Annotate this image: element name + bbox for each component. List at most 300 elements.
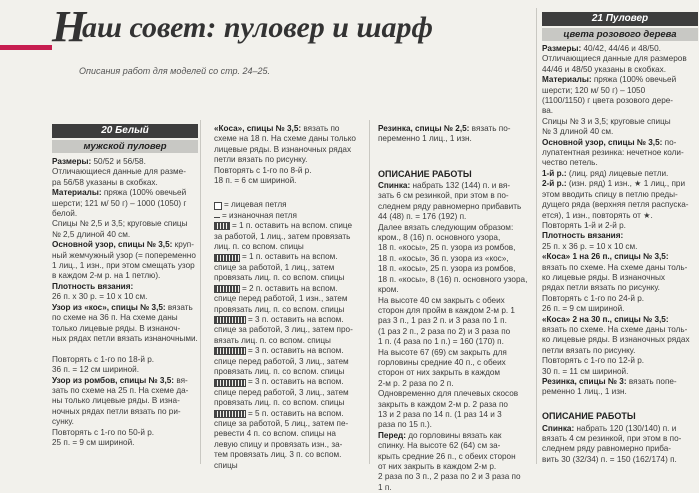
text-line bbox=[542, 179, 698, 189]
legend-text: левую спицу и провязать изн., за- bbox=[214, 439, 343, 449]
line-text: по схеме на 36 п. На схеме даны bbox=[52, 313, 178, 323]
line-text: 18 п. = 6 см шириной. bbox=[214, 176, 297, 186]
column-20-white-pullover bbox=[52, 124, 198, 448]
text-line bbox=[378, 327, 534, 337]
text-line bbox=[542, 65, 698, 75]
text-line bbox=[52, 188, 198, 198]
line-text: вязать 4 см резинкой, при этом в по- bbox=[542, 434, 682, 444]
section-number-header: 20 Белый bbox=[52, 124, 198, 138]
line-text: петли вязать по рисунку. bbox=[214, 155, 308, 165]
line-text: ра 56/58 указаны в скобках. bbox=[52, 177, 158, 187]
text-line bbox=[542, 424, 698, 434]
section-text bbox=[378, 124, 534, 493]
legend-text: спице за работой, 1 лиц., затем bbox=[214, 262, 335, 272]
text-line bbox=[542, 138, 698, 148]
legend-text: провязать лиц. п. со вспом. спицы bbox=[214, 366, 345, 376]
line-text: вить 30 (32/34) п. = 150 (162/174) п. bbox=[542, 454, 677, 464]
text-line bbox=[542, 44, 698, 54]
legend-text: = 1 п. оставить на вспом. спице bbox=[232, 221, 353, 231]
legend-item bbox=[214, 336, 366, 346]
bold-label: 2-й р.: bbox=[542, 179, 567, 189]
text-line bbox=[542, 398, 698, 408]
text-line bbox=[378, 348, 534, 358]
line-text: набрать 120 (130/140) п. и bbox=[574, 423, 677, 433]
stitch-symbol-icon bbox=[214, 285, 240, 293]
text-line bbox=[52, 407, 198, 417]
line-text: Повторять с 1-го по 12-й р. bbox=[542, 356, 645, 366]
line-text bbox=[542, 398, 544, 407]
line-text: Отличающиеся данные для разме- bbox=[52, 167, 186, 177]
text-line bbox=[52, 386, 198, 396]
line-text: ных рядах петли вязать изнаночными. bbox=[52, 333, 198, 343]
text-line bbox=[378, 264, 534, 274]
line-text: Повторять с 1-го по 8-й р. bbox=[214, 165, 312, 175]
column-braid-legend bbox=[214, 124, 366, 471]
line-text: кром., 8 (16) п. основного узора, bbox=[378, 233, 501, 243]
text-line bbox=[378, 400, 534, 410]
line-text: шерсти; 121 м/ 50 г) – 1000 (1050) г bbox=[52, 198, 187, 208]
line-text: ременно 1 лиц., 1 изн. bbox=[542, 387, 627, 397]
bold-label: Узор из ромбов, спицы № 3,5: bbox=[52, 375, 175, 385]
bold-label: Материалы: bbox=[52, 188, 102, 198]
text-line bbox=[378, 181, 534, 191]
text-line bbox=[378, 368, 534, 378]
line-text: следнем ряду равномерно прибавить bbox=[378, 201, 522, 211]
text-line bbox=[542, 211, 698, 221]
legend-item bbox=[214, 398, 366, 408]
legend-text: спице перед работой, 3 лиц., затем bbox=[214, 356, 349, 366]
text-line bbox=[378, 243, 534, 253]
line-text: 13 и 2 раза по 14 п. (1 раз 14 и 3 bbox=[378, 409, 502, 419]
line-text: по- bbox=[662, 137, 677, 147]
line-text: 1 п. bbox=[378, 482, 392, 492]
line-text: сторон для пройм в каждом 2-м р. 1 bbox=[378, 305, 515, 315]
legend-item bbox=[214, 211, 366, 221]
line-text bbox=[378, 155, 380, 164]
text-line bbox=[378, 296, 534, 306]
line-text bbox=[133, 282, 135, 291]
text-line bbox=[542, 158, 698, 168]
line-text: 2-м р. 2 раза по 2 п. bbox=[378, 378, 454, 388]
line-text: вязать по схеме. На схеме даны толь- bbox=[542, 324, 688, 334]
column-work-description bbox=[378, 124, 534, 493]
bold-label: «Коса» 1 на 26 п., спицы № 3,5: bbox=[542, 252, 669, 262]
legend-text: = 3 п. оставить на вспом. bbox=[248, 346, 344, 356]
legend-text: провязать лиц. п. со вспом. спицы bbox=[214, 398, 345, 408]
bold-label: Резинка, спицы № 2,5: bbox=[378, 124, 470, 133]
text-line bbox=[378, 316, 534, 326]
line-text: 2 раза по 3 п., 2 раза по 2 и 3 раза по bbox=[378, 472, 521, 482]
legend-item bbox=[214, 367, 366, 377]
legend-text: = 3 п. оставить на вспом. bbox=[248, 314, 344, 324]
legend-text: спицы bbox=[214, 460, 238, 470]
bold-label: Материалы: bbox=[542, 75, 592, 85]
line-text: чество петель. bbox=[542, 158, 598, 168]
text-line bbox=[52, 199, 198, 209]
text-line bbox=[542, 304, 698, 314]
bold-label: Плотность вязания: bbox=[52, 281, 134, 291]
text-line bbox=[378, 410, 534, 420]
legend-item bbox=[214, 232, 366, 242]
text-line bbox=[542, 221, 698, 231]
text-line bbox=[542, 54, 698, 64]
bold-label: Основной узор, спицы № 3,5: bbox=[542, 137, 663, 147]
bold-label: Основной узор, спицы № 3,5: bbox=[52, 240, 173, 250]
text-line bbox=[52, 219, 198, 229]
legend-text: = изнаночная петля bbox=[222, 210, 297, 220]
text-line bbox=[378, 472, 534, 482]
text-line bbox=[378, 452, 534, 462]
text-line bbox=[542, 86, 698, 96]
line-text: вязать по схеме. На схеме даны толь- bbox=[542, 262, 688, 272]
line-text: 36 п. = 12 см шириной. bbox=[52, 365, 139, 375]
column-21-rosewood-pullover bbox=[542, 12, 698, 465]
legend-item bbox=[214, 419, 366, 429]
text-line bbox=[52, 251, 198, 261]
legend-item bbox=[214, 346, 366, 356]
text-line bbox=[378, 191, 534, 201]
line-text: спинку. На высоте 62 (64) см за- bbox=[378, 441, 501, 451]
bold-label: Резинка, спицы № 3: bbox=[542, 377, 627, 386]
text-line bbox=[52, 167, 198, 177]
text-line bbox=[378, 420, 534, 430]
title-initial: Н bbox=[52, 2, 86, 51]
text-line bbox=[52, 230, 198, 240]
text-line bbox=[52, 344, 198, 354]
legend-text: = 3 п. оставить на вспом. bbox=[248, 377, 344, 387]
text-line bbox=[52, 261, 198, 271]
text-line bbox=[378, 202, 534, 212]
legend-text: спице перед работой, 3 лиц., затем bbox=[214, 387, 349, 397]
line-text bbox=[52, 344, 54, 353]
line-text: вязать по- bbox=[469, 124, 511, 133]
text-line bbox=[378, 483, 534, 493]
line-text: пряжа (100% овечьей bbox=[101, 188, 187, 198]
line-text: белой. bbox=[52, 209, 78, 219]
section-name-header: мужской пуловер bbox=[52, 140, 198, 153]
legend-item bbox=[214, 294, 366, 304]
legend-item bbox=[214, 429, 366, 439]
line-text bbox=[669, 252, 671, 261]
title-accent-bar bbox=[0, 45, 52, 50]
line-text: 26 п. х 30 р. = 10 х 10 см. bbox=[52, 292, 148, 302]
legend-item bbox=[214, 305, 366, 315]
text-line bbox=[52, 324, 198, 334]
bold-label: Плотность вязания: bbox=[542, 231, 624, 241]
line-text: крыть средние 26 п., с обеих сторон bbox=[378, 451, 516, 461]
text-line bbox=[542, 75, 698, 85]
legend-text: тем провязать лиц. 3 п. со вспом. bbox=[214, 450, 342, 460]
line-text bbox=[669, 315, 671, 324]
line-text: Спицы № 2,5 и 3,5; круговые спицы bbox=[52, 219, 188, 229]
line-text: (изн. ряд) 1 изн., ★ 1 лиц., при bbox=[566, 179, 686, 189]
text-line bbox=[52, 209, 198, 219]
bold-label: «Коса», спицы № 3,5: bbox=[214, 124, 302, 133]
text-line bbox=[52, 313, 198, 323]
text-line bbox=[52, 355, 198, 365]
stitch-symbol-icon bbox=[214, 410, 246, 418]
legend-text: провязать лиц. п. со вспом. спицы bbox=[214, 304, 345, 314]
text-line bbox=[214, 166, 366, 176]
legend-text: = лицевая петля bbox=[224, 200, 287, 210]
text-line bbox=[214, 134, 366, 144]
legend-item bbox=[214, 409, 366, 419]
bold-label: «Коса» 2 на 30 п., спицы № 3,5: bbox=[542, 314, 669, 324]
legend-item bbox=[214, 461, 366, 471]
line-text: пряжа (100% овечьей bbox=[591, 75, 677, 85]
line-text: до горловины вязать как bbox=[405, 430, 502, 440]
text-line bbox=[52, 438, 198, 448]
text-line bbox=[214, 155, 366, 165]
text-line bbox=[542, 96, 698, 106]
line-text: схеме на 18 п. На схеме даны только bbox=[214, 134, 356, 144]
page-subtitle: Описания работ для моделей со стр. 24–25. bbox=[79, 66, 271, 76]
line-text: лицевые ряды. В изнаночных рядах bbox=[214, 144, 352, 154]
legend-text: вязать лиц. п. со вспом. спицы bbox=[214, 335, 331, 345]
legend-item bbox=[214, 273, 366, 283]
line-text: этом вводить спицу в петлю преды- bbox=[542, 189, 678, 199]
line-text: На высоте 40 см закрыть с обеих bbox=[378, 295, 505, 305]
text-line bbox=[542, 190, 698, 200]
line-text: лупатентная резинка: нечетное коли- bbox=[542, 148, 684, 158]
line-text: 26 п. = 9 см шириной. bbox=[542, 304, 625, 314]
line-text: 25 п. = 9 см шириной. bbox=[52, 437, 135, 447]
legend-item bbox=[214, 388, 366, 398]
legend-item bbox=[214, 325, 366, 335]
stitch-symbol-icon bbox=[214, 347, 246, 355]
text-line bbox=[52, 428, 198, 438]
text-line bbox=[214, 176, 366, 186]
text-line bbox=[52, 303, 198, 313]
bold-label: Спинка: bbox=[378, 181, 411, 191]
line-text: следнем ряду равномерно приба- bbox=[542, 444, 672, 454]
line-text: 25 п. х 36 р. = 10 х 10 см. bbox=[542, 241, 638, 251]
line-text bbox=[378, 145, 380, 154]
line-text: (лиц. ряд) лицевые петли. bbox=[566, 168, 669, 178]
legend-item bbox=[214, 252, 366, 262]
line-text: На высоте 67 (69) см закрыть для bbox=[378, 347, 507, 357]
text-line bbox=[542, 444, 698, 454]
text-line bbox=[542, 273, 698, 283]
line-text: вя- bbox=[174, 375, 188, 385]
text-line bbox=[542, 434, 698, 444]
text-line bbox=[378, 275, 534, 285]
line-text: в каждом 2-м р. на 1 петлю). bbox=[52, 271, 161, 281]
column-divider bbox=[369, 120, 370, 464]
page-title: аш совет: пуловер и шарф bbox=[82, 11, 433, 44]
text-line bbox=[52, 417, 198, 427]
line-text: ны только лицевые ряды. В изна- bbox=[52, 396, 180, 406]
line-text: Повторять с 1-го по 24-й р. bbox=[542, 293, 645, 303]
stitch-symbol-icon bbox=[214, 217, 220, 218]
legend-text: спице за работой, 3 лиц., затем про- bbox=[214, 325, 353, 335]
bold-label: 1-й р.: bbox=[542, 168, 567, 178]
text-line bbox=[52, 271, 198, 281]
stitch-symbol-icon bbox=[214, 222, 230, 230]
line-text bbox=[623, 231, 625, 240]
line-text: кром. bbox=[378, 285, 399, 295]
text-line bbox=[542, 387, 698, 397]
bold-label: Размеры: bbox=[52, 157, 92, 166]
line-text: петли вязать по рисунку. bbox=[542, 345, 636, 355]
text-line bbox=[378, 233, 534, 243]
legend-item bbox=[214, 315, 366, 325]
text-line bbox=[542, 377, 698, 387]
text-line bbox=[542, 117, 698, 127]
text-line bbox=[52, 376, 198, 386]
line-text: ночных рядах петли вязать по ри- bbox=[52, 406, 181, 416]
text-line bbox=[378, 379, 534, 389]
text-line bbox=[52, 396, 198, 406]
line-text: ко лицевые ряды. В изнаночных bbox=[542, 272, 665, 282]
line-text: горловины средние 40 п., с обеих bbox=[378, 357, 506, 367]
text-line bbox=[52, 292, 198, 302]
text-line bbox=[378, 145, 534, 155]
line-text: № 2,5 длиной 40 см. bbox=[52, 229, 131, 239]
text-line bbox=[214, 145, 366, 155]
text-line bbox=[52, 178, 198, 188]
line-text: только лицевые ряды. В изнаноч- bbox=[52, 323, 181, 333]
line-text: зать по схеме на 25 п. На схеме да- bbox=[52, 385, 189, 395]
text-line bbox=[378, 337, 534, 347]
text-line bbox=[378, 254, 534, 264]
line-text: шерсти; 120 м/ 50 г) – 1050 bbox=[542, 85, 646, 95]
text-line bbox=[378, 134, 534, 144]
column-divider bbox=[200, 120, 201, 464]
line-text: круп- bbox=[172, 240, 194, 250]
page-header bbox=[0, 0, 520, 64]
line-text: 18 п. «косы», 25 п. узора из ромбов, bbox=[378, 264, 516, 274]
line-text: рядах петли вязать по рисунку. bbox=[542, 283, 660, 293]
line-text: 50/52 и 56/58. bbox=[91, 157, 146, 166]
line-text: 18 п. «косы», 36 п. узора из «кос», bbox=[378, 253, 509, 263]
column-divider bbox=[536, 8, 537, 464]
line-text: сторон от них закрыть в каждом bbox=[378, 368, 501, 378]
text-line bbox=[542, 106, 698, 116]
section-heading: ОПИСАНИЕ РАБОТЫ bbox=[378, 168, 472, 179]
line-text: 40/42, 44/46 и 48/50. bbox=[581, 44, 661, 53]
text-line bbox=[542, 367, 698, 377]
legend-text: за работой, 1 лиц., затем провязать bbox=[214, 231, 351, 241]
section-text bbox=[52, 157, 198, 448]
section-heading: ОПИСАНИЕ РАБОТЫ bbox=[542, 411, 636, 422]
stitch-legend bbox=[214, 200, 366, 471]
bold-label: Узор из «кос», спицы № 3,5: bbox=[52, 302, 166, 312]
line-text: 1 п. (4 раза по 1 п.) = 160 (170) п. bbox=[378, 337, 504, 347]
line-text: ко лицевые ряды. В изнаночных рядах bbox=[542, 335, 690, 345]
legend-item bbox=[214, 200, 366, 210]
line-text: от них закрыть в каждом 2-м р. bbox=[378, 462, 497, 471]
text-line bbox=[542, 294, 698, 304]
line-text: вязать по bbox=[301, 124, 340, 133]
text-line bbox=[378, 358, 534, 368]
line-text: ва. bbox=[542, 106, 554, 116]
text-line bbox=[542, 148, 698, 158]
text-line bbox=[542, 346, 698, 356]
line-text: (1 раз 2 п., 2 раза по 2) и 3 раза по bbox=[378, 326, 511, 336]
text-line bbox=[378, 223, 534, 233]
line-text: вязать попе- bbox=[626, 377, 677, 386]
stitch-symbol-icon bbox=[214, 254, 240, 262]
text-line bbox=[378, 212, 534, 222]
legend-text: спице за работой, 5 лиц., затем пе- bbox=[214, 418, 349, 428]
line-text: Одновременно для плечевых скосов bbox=[378, 389, 519, 399]
line-text: раза по 15 п.). bbox=[378, 420, 432, 430]
legend-text: спице перед работой, 1 изн., затем bbox=[214, 294, 348, 304]
text-line bbox=[378, 285, 534, 295]
line-text: 18 п. «косы», 25 п. узора из ромбов, bbox=[378, 243, 516, 253]
text-line bbox=[542, 335, 698, 345]
line-text: раз 3 п., 1 раз 2 п. и 3 раза по 1 п. bbox=[378, 316, 507, 326]
line-text: зать 6 см резинкой, при этом в по- bbox=[378, 191, 509, 201]
section-text bbox=[542, 44, 698, 465]
text-line bbox=[542, 263, 698, 273]
line-text: Далее вязать следующим образом: bbox=[378, 222, 514, 232]
text-line bbox=[52, 240, 198, 250]
text-line bbox=[378, 441, 534, 451]
text-line bbox=[542, 169, 698, 179]
line-text: № 3 длиной 40 см. bbox=[542, 127, 614, 137]
text-line bbox=[542, 325, 698, 335]
stitch-symbol-icon bbox=[214, 379, 246, 387]
line-text: дущего ряда (верхняя петля распуска- bbox=[542, 200, 689, 210]
bold-label: Перед: bbox=[378, 430, 406, 440]
bold-label: Спинка: bbox=[542, 423, 575, 433]
legend-item bbox=[214, 450, 366, 460]
section-number-header: 21 Пуловер bbox=[542, 12, 698, 26]
legend-item bbox=[214, 242, 366, 252]
text-line bbox=[378, 155, 534, 165]
line-text: переменно 1 лиц., 1 изн. bbox=[378, 134, 472, 144]
text-line bbox=[542, 242, 698, 252]
text-line bbox=[542, 200, 698, 210]
text-line bbox=[52, 282, 198, 292]
section-name-header: цвета розового дерева bbox=[542, 28, 698, 41]
legend-text: = 1 п. оставить на вспом. bbox=[242, 252, 338, 262]
text-line bbox=[52, 334, 198, 344]
text-line bbox=[542, 283, 698, 293]
text-line bbox=[52, 157, 198, 167]
line-text: 1 лиц., 1 изн., при этом смещать узор bbox=[52, 261, 195, 271]
legend-item bbox=[214, 357, 366, 367]
text-line bbox=[542, 127, 698, 137]
legend-item bbox=[214, 377, 366, 387]
text-line bbox=[378, 431, 534, 441]
legend-text: провязать лиц. п. со вспом. спицы bbox=[214, 273, 345, 283]
bold-label: Размеры: bbox=[542, 44, 582, 53]
text-line bbox=[542, 231, 698, 241]
text-line bbox=[52, 365, 198, 375]
legend-text: = 2 п. оставить на вспом. bbox=[242, 283, 338, 293]
line-text: Отличающиеся данные для размеров bbox=[542, 54, 687, 64]
line-text: 18 п. «косы», 8 (16) п. основного узора, bbox=[378, 274, 528, 284]
line-text: закрыть в каждом 2-м р. 2 раза по bbox=[378, 399, 508, 409]
legend-item bbox=[214, 221, 366, 231]
line-text: вязать bbox=[165, 302, 193, 312]
legend-text: = 5 п. оставить на вспом. bbox=[248, 408, 344, 418]
line-text: (1100/1150) г цвета розового дере- bbox=[542, 96, 674, 106]
text-line bbox=[378, 306, 534, 316]
legend-item bbox=[214, 284, 366, 294]
line-text: набрать 132 (144) п. и вя- bbox=[410, 181, 511, 191]
legend-text: лиц. п. со вспом. спицы bbox=[214, 242, 304, 252]
legend-item bbox=[214, 440, 366, 450]
line-text: 44 (48) п. = 176 (192) п. bbox=[378, 212, 467, 222]
legend-text: ревести 4 п. со вспом. спицы на bbox=[214, 429, 336, 439]
line-text: Повторять с 1-го по 50-й р. bbox=[52, 427, 155, 437]
line-text: сунку. bbox=[52, 417, 74, 427]
line-text: Спицы № 3 и 3,5; круговые спицы bbox=[542, 116, 671, 126]
